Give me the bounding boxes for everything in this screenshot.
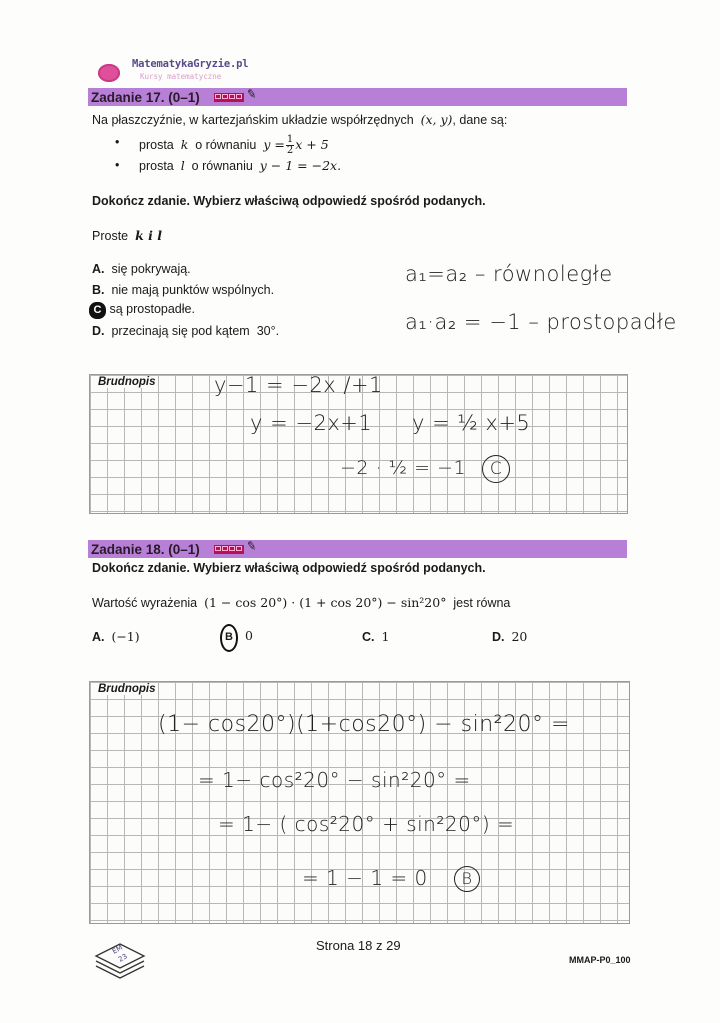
option-d[interactable]: D. przecinają się pod kątem 30°. xyxy=(92,324,280,338)
option-a[interactable]: A. (−1) xyxy=(92,629,140,644)
brain-icon xyxy=(98,64,120,82)
option-b-selected[interactable]: B 0 xyxy=(220,624,253,652)
handwritten-note-parallel: a₁=a₂ – równoległe xyxy=(405,262,613,286)
scratch-line: y = ½ x+5 xyxy=(412,411,531,435)
selected-answer-mark: C xyxy=(89,302,106,319)
brand-name: MatematykaGryzie.pl xyxy=(132,58,249,70)
scratch-line: (1− cos20°)(1+cos20°) − sin²20° = xyxy=(158,712,570,737)
svg-text:23: 23 xyxy=(117,952,129,964)
scratch-line: y = −2x+1 xyxy=(250,411,373,435)
line-l-definition: • prosta l o równaniu y − 1 = −2x. xyxy=(139,158,341,173)
option-c[interactable]: C. 1 xyxy=(362,629,390,644)
selected-answer-mark: B xyxy=(220,624,238,652)
svg-text:EM: EM xyxy=(111,943,125,956)
scratch-line: = 1− ( cos²20° + sin²20°) = xyxy=(218,812,515,836)
scratch-grid-17[interactable] xyxy=(89,374,628,514)
task-18-stem: Wartość wyrażenia (1 − cos 20°) · (1 + cos 20°) − sin²20° jest równa xyxy=(92,595,511,610)
option-b[interactable]: B. nie mają punktów wspólnych. xyxy=(92,283,275,297)
circled-answer: C xyxy=(482,455,510,483)
handwritten-note-perpendicular: a₁·a₂ = −1 – prostopadłe xyxy=(405,310,677,334)
option-d[interactable]: D. 20 xyxy=(492,629,528,644)
pencil-icon: ✎ xyxy=(245,538,258,554)
scratch-label: Brudnopis xyxy=(98,376,156,388)
task-17-header xyxy=(88,88,627,106)
task-17-stem: Proste k i l xyxy=(92,228,162,243)
task-17-intro: Na płaszczyźnie, w kartezjańskim układzie współrzędnych (x, y), dane są: xyxy=(92,112,508,127)
task-18-title: Zadanie 18. (0–1) xyxy=(91,541,200,557)
option-c-selected[interactable]: C są prostopadłe. xyxy=(89,302,195,319)
line-k-definition: • prosta k o równaniu y = $\frac{1}{2}$ x + 5 xyxy=(139,135,329,156)
pencil-icon: ✎ xyxy=(245,86,258,102)
scratch-line: −2 · ½ = −1 xyxy=(340,457,467,479)
task-17-title: Zadanie 17. (0–1) xyxy=(91,89,200,105)
site-logo xyxy=(98,58,248,81)
score-boxes-icon xyxy=(214,93,244,102)
task-18-header xyxy=(88,540,627,558)
scratch-line: = 1 − 1 = 0 xyxy=(302,866,428,890)
task-17-instruction: Dokończ zdanie. Wybierz właściwą odpowiedź spośród podanych. xyxy=(92,194,486,208)
task-18-instruction: Dokończ zdanie. Wybierz właściwą odpowiedź spośród podanych. xyxy=(92,561,486,575)
em-logo-icon xyxy=(92,940,148,987)
scratch-line: = 1− cos²20° − sin²20° = xyxy=(198,768,471,792)
scratch-grid-18[interactable] xyxy=(89,681,630,924)
fraction-one-half: $\frac{1}{2}$ xyxy=(286,134,294,156)
page-number: Strona 18 z 29 xyxy=(316,938,401,953)
document-code: MMAP-P0_100 xyxy=(569,955,631,965)
scratch-line: y−1 = −2x /+1 xyxy=(214,373,383,397)
option-a[interactable]: A. się pokrywają. xyxy=(92,262,191,276)
circled-answer: B xyxy=(454,866,480,892)
brand-tagline: Kursy matematyczne xyxy=(140,72,222,81)
scratch-label: Brudnopis xyxy=(98,683,156,695)
score-boxes-icon xyxy=(214,545,244,554)
